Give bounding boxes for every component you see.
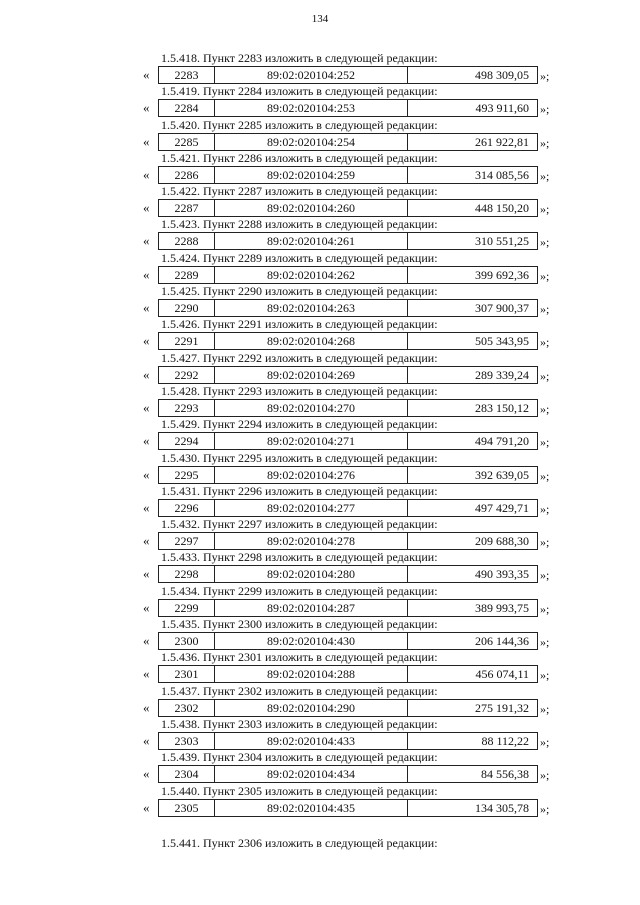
table-row [0,99,640,117]
item-number-cell: 2300 [159,633,215,649]
opening-quote: « [143,766,150,782]
opening-quote: « [143,466,150,482]
amendment-entry [0,118,640,151]
amendment-entry [0,750,640,783]
item-number-cell: 2294 [159,433,215,449]
table-row-cells [158,399,538,417]
value-cell: 310 551,25 [475,234,529,249]
amendment-entry [0,384,640,417]
table-row-cells [158,266,538,284]
amendment-paragraph: 1.5.426. Пункт 2291 изложить в следующей редакции: [161,317,438,332]
item-number-cell: 2287 [159,200,215,216]
table-row-cells [158,599,538,617]
closing-quote: »; [540,468,550,483]
item-number-cell: 2295 [159,467,215,483]
item-number-cell: 2301 [159,666,215,682]
table-row [0,232,640,250]
amendment-paragraph: 1.5.419. Пункт 2284 изложить в следующей редакции: [161,84,438,99]
closing-quote: »; [540,501,550,516]
amendment-entry [0,650,640,683]
closing-quote: »; [540,401,550,416]
item-number-cell: 2290 [159,300,215,316]
table-row [0,565,640,583]
closing-quote: »; [540,601,550,616]
opening-quote: « [143,366,150,382]
opening-quote: « [143,566,150,582]
closing-quote: »; [540,701,550,716]
table-row [0,632,640,650]
amendment-entry [0,717,640,750]
cadastral-number-cell: 89:02:020104:276 [215,467,408,483]
cadastral-number-cell: 89:02:020104:430 [215,633,408,649]
opening-quote: « [143,633,150,649]
table-row-cells [158,432,538,450]
value-cell: 307 900,37 [475,301,529,316]
cadastral-number-cell: 89:02:020104:252 [215,67,408,83]
opening-quote: « [143,433,150,449]
item-number-cell: 2297 [159,533,215,549]
amendment-paragraph: 1.5.425. Пункт 2290 изложить в следующей редакции: [161,284,438,299]
amendment-entry [0,284,640,317]
amendment-paragraph: 1.5.422. Пункт 2287 изложить в следующей редакции: [161,184,438,199]
item-number-cell: 2305 [159,800,215,816]
table-row-cells [158,199,538,217]
table-row-cells [158,299,538,317]
value-cell: 493 911,60 [475,101,529,116]
item-number-cell: 2289 [159,267,215,283]
amendment-entry [0,217,640,250]
table-row [0,332,640,350]
amendment-paragraph: 1.5.431. Пункт 2296 изложить в следующей редакции: [161,483,438,498]
opening-quote: « [143,100,150,116]
value-cell: 497 429,71 [475,500,529,515]
amendment-entry [0,684,640,717]
opening-quote: « [143,333,150,349]
cadastral-number-cell: 89:02:020104:290 [215,700,408,716]
opening-quote: « [143,666,150,682]
amendment-entry [0,484,640,517]
closing-quote: »; [540,668,550,683]
table-row-cells [158,499,538,517]
amendment-entry [0,317,640,350]
opening-quote: « [143,499,150,515]
amendment-paragraph: 1.5.435. Пункт 2300 изложить в следующей редакции: [161,617,438,632]
closing-quote: »; [540,768,550,783]
value-cell: 392 639,05 [475,467,529,482]
amendment-paragraph: 1.5.440. Пункт 2305 изложить в следующей редакции: [161,783,438,798]
amendment-entry [0,51,640,84]
table-row [0,665,640,683]
table-row-cells [158,166,538,184]
closing-quote: »; [540,135,550,150]
amendment-entry [0,584,640,617]
opening-quote: « [143,599,150,615]
amendment-paragraph: 1.5.424. Пункт 2289 изложить в следующей редакции: [161,250,438,265]
amendment-paragraph: 1.5.423. Пункт 2288 изложить в следующей редакции: [161,217,438,232]
table-row [0,732,640,750]
table-row [0,432,640,450]
item-number-cell: 2286 [159,167,215,183]
closing-quote: »; [540,268,550,283]
table-row [0,399,640,417]
table-row-cells [158,133,538,151]
opening-quote: « [143,200,150,216]
table-row [0,166,640,184]
table-row [0,699,640,717]
amendment-entry [0,550,640,583]
item-number-cell: 2292 [159,367,215,383]
final-amendment-paragraph: 1.5.441. Пункт 2306 изложить в следующей редакции: [161,836,438,850]
amendment-paragraph: 1.5.437. Пункт 2302 изложить в следующей редакции: [161,683,438,698]
cadastral-number-cell: 89:02:020104:433 [215,733,408,749]
amendment-paragraph: 1.5.427. Пункт 2292 изложить в следующей редакции: [161,350,438,365]
value-cell: 84 556,38 [481,767,529,782]
item-number-cell: 2291 [159,333,215,349]
value-cell: 283 150,12 [475,400,529,415]
amendment-paragraph: 1.5.439. Пункт 2304 изложить в следующей редакции: [161,750,438,765]
table-row [0,266,640,284]
value-cell: 498 309,05 [475,68,529,82]
item-number-cell: 2298 [159,566,215,582]
item-number-cell: 2283 [159,67,215,83]
value-cell: 389 993,75 [475,600,529,615]
cadastral-number-cell: 89:02:020104:270 [215,400,408,416]
opening-quote: « [143,732,150,748]
closing-quote: »; [540,734,550,749]
closing-quote: »; [540,368,550,383]
value-cell: 399 692,36 [475,267,529,282]
cadastral-number-cell: 89:02:020104:268 [215,333,408,349]
opening-quote: « [143,233,150,249]
amendment-entry [0,784,640,817]
cadastral-number-cell: 89:02:020104:254 [215,134,408,150]
value-cell: 490 393,35 [475,567,529,582]
opening-quote: « [143,533,150,549]
table-row [0,599,640,617]
opening-quote: « [143,300,150,316]
closing-quote: »; [540,235,550,250]
closing-quote: »; [540,335,550,350]
item-number-cell: 2304 [159,766,215,782]
item-number-cell: 2285 [159,134,215,150]
cadastral-number-cell: 89:02:020104:263 [215,300,408,316]
value-cell: 289 339,24 [475,367,529,382]
opening-quote: « [143,399,150,415]
cadastral-number-cell: 89:02:020104:261 [215,233,408,249]
cadastral-number-cell: 89:02:020104:253 [215,100,408,116]
table-row [0,133,640,151]
item-number-cell: 2288 [159,233,215,249]
cadastral-number-cell: 89:02:020104:271 [215,433,408,449]
amendment-entry [0,251,640,284]
amendment-entry [0,184,640,217]
amendment-entry [0,84,640,117]
amendment-entry [0,151,640,184]
table-row-cells [158,799,538,817]
table-row [0,499,640,517]
item-number-cell: 2293 [159,400,215,416]
amendment-entry [0,451,640,484]
closing-quote: »; [540,568,550,583]
amendment-paragraph: 1.5.438. Пункт 2303 изложить в следующей редакции: [161,716,438,731]
cadastral-number-cell: 89:02:020104:280 [215,566,408,582]
value-cell: 456 074,11 [475,667,529,682]
table-row [0,199,640,217]
table-row-cells [158,565,538,583]
table-row-cells [158,632,538,650]
value-cell: 275 191,32 [475,700,529,715]
table-row-cells [158,332,538,350]
opening-quote: « [143,799,150,815]
opening-quote: « [143,699,150,715]
item-number-cell: 2302 [159,700,215,716]
value-cell: 314 085,56 [475,167,529,182]
item-number-cell: 2296 [159,500,215,516]
opening-quote: « [143,166,150,182]
cadastral-number-cell: 89:02:020104:288 [215,666,408,682]
value-cell: 88 112,22 [481,733,529,748]
item-number-cell: 2284 [159,100,215,116]
table-row [0,366,640,384]
closing-quote: »; [540,202,550,217]
item-number-cell: 2303 [159,733,215,749]
table-row [0,66,640,84]
cadastral-number-cell: 89:02:020104:435 [215,800,408,816]
table-row-cells [158,699,538,717]
amendment-list [0,51,640,817]
amendment-paragraph: 1.5.420. Пункт 2285 изложить в следующей редакции: [161,117,438,132]
table-row-cells [158,532,538,550]
cadastral-number-cell: 89:02:020104:260 [215,200,408,216]
table-row-cells [158,765,538,783]
table-row [0,466,640,484]
table-row-cells [158,466,538,484]
closing-quote: »; [540,168,550,183]
table-row [0,765,640,783]
table-row-cells [158,366,538,384]
value-cell: 261 922,81 [475,134,529,149]
table-row-cells [158,665,538,683]
opening-quote: « [143,133,150,149]
value-cell: 494 791,20 [475,434,529,449]
table-row [0,532,640,550]
cadastral-number-cell: 89:02:020104:259 [215,167,408,183]
amendment-entry [0,617,640,650]
cadastral-number-cell: 89:02:020104:269 [215,367,408,383]
page-number: 134 [311,13,329,25]
cadastral-number-cell: 89:02:020104:434 [215,766,408,782]
closing-quote: »; [540,69,550,83]
value-cell: 134 305,78 [475,800,529,815]
opening-quote: « [143,266,150,282]
closing-quote: »; [540,435,550,450]
cadastral-number-cell: 89:02:020104:277 [215,500,408,516]
table-row-cells [158,232,538,250]
value-cell: 448 150,20 [475,201,529,216]
amendment-paragraph: 1.5.433. Пункт 2298 изложить в следующей редакции: [161,550,438,565]
table-row-cells [158,732,538,750]
amendment-entry [0,417,640,450]
amendment-paragraph: 1.5.434. Пункт 2299 изложить в следующей редакции: [161,583,438,598]
cadastral-number-cell: 89:02:020104:287 [215,600,408,616]
amendment-paragraph: 1.5.432. Пункт 2297 изложить в следующей редакции: [161,517,438,532]
cadastral-number-cell: 89:02:020104:278 [215,533,408,549]
amendment-paragraph: 1.5.429. Пункт 2294 изложить в следующей редакции: [161,417,438,432]
cadastral-number-cell: 89:02:020104:262 [215,267,408,283]
value-cell: 206 144,36 [475,634,529,649]
table-row-cells [158,66,538,84]
closing-quote: »; [540,801,550,816]
amendment-paragraph: 1.5.428. Пункт 2293 изложить в следующей редакции: [161,383,438,398]
amendment-paragraph: 1.5.418. Пункт 2283 изложить в следующей редакции: [161,51,438,65]
value-cell: 505 343,95 [475,334,529,349]
item-number-cell: 2299 [159,600,215,616]
amendment-paragraph: 1.5.421. Пункт 2286 изложить в следующей редакции: [161,150,438,165]
amendment-paragraph: 1.5.430. Пункт 2295 изложить в следующей редакции: [161,450,438,465]
closing-quote: »; [540,535,550,550]
opening-quote: « [143,67,150,82]
value-cell: 209 688,30 [475,534,529,549]
table-row [0,799,640,817]
closing-quote: »; [540,302,550,317]
table-row-cells [158,99,538,117]
amendment-paragraph: 1.5.436. Пункт 2301 изложить в следующей редакции: [161,650,438,665]
amendment-entry [0,517,640,550]
amendment-entry [0,351,640,384]
closing-quote: »; [540,635,550,650]
closing-quote: »; [540,102,550,117]
table-row [0,299,640,317]
